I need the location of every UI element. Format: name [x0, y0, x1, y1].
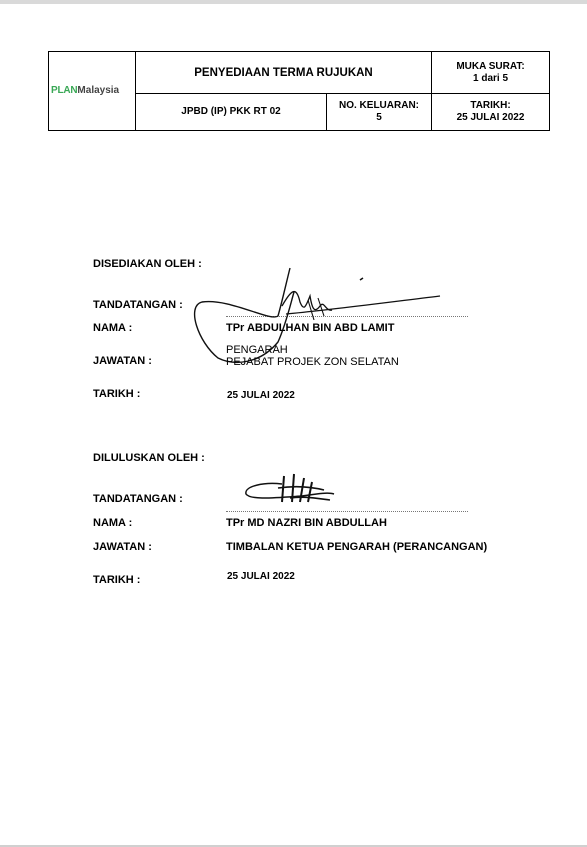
approved-signature-image: [242, 472, 342, 512]
approved-by-label: DILULUSKAN OLEH :: [93, 452, 205, 464]
issue-number-value: 5: [376, 112, 382, 123]
approved-date-value: 25 JULAI 2022: [227, 571, 295, 582]
planmalaysia-logo: [49, 52, 136, 131]
prepared-date-label: TARIKH :: [93, 388, 141, 400]
header-date-label: TARIKH:: [470, 100, 511, 111]
prepared-position-label: JAWATAN :: [93, 355, 152, 367]
prepared-date-value: 25 JULAI 2022: [227, 390, 295, 401]
document-code: JPBD (IP) PKK RT 02: [136, 94, 327, 131]
approved-name-value: TPr MD NAZRI BIN ABDULLAH: [226, 517, 387, 529]
logo-malaysia-text: Malaysia: [77, 85, 120, 96]
prepared-by-label: DISEDIAKAN OLEH :: [93, 258, 202, 270]
approved-date-label: TARIKH :: [93, 574, 141, 586]
prepared-name-value: TPr ABDULHAN BIN ABD LAMIT: [226, 322, 395, 334]
prepared-name-label: NAMA :: [93, 322, 133, 334]
document-header-table: [48, 51, 550, 131]
approved-signature-label: TANDATANGAN :: [93, 493, 183, 505]
header-date-value: 25 JULAI 2022: [456, 112, 525, 123]
approved-name-label: NAMA :: [93, 517, 133, 529]
top-border: [0, 0, 587, 4]
document-title: PENYEDIAAN TERMA RUJUKAN: [136, 52, 432, 94]
page-number-label: MUKA SURAT:: [456, 60, 525, 72]
page-number-cell: [432, 52, 550, 94]
approved-position-value: TIMBALAN KETUA PENGARAH (PERANCANGAN): [226, 541, 488, 553]
issue-number-label: NO. KELUARAN:: [339, 100, 419, 111]
prepared-position-line2: PEJABAT PROJEK ZON SELATAN: [226, 356, 399, 368]
approved-position-label: JAWATAN :: [93, 541, 152, 553]
logo-plan-text: PLAN: [51, 85, 78, 96]
prepared-signature-label: TANDATANGAN :: [93, 299, 183, 311]
issue-number-cell: [327, 94, 432, 131]
header-date-cell: [432, 94, 550, 131]
prepared-position-line1: PENGARAH: [226, 344, 288, 356]
page-number-value: 1 dari 5: [473, 72, 509, 84]
